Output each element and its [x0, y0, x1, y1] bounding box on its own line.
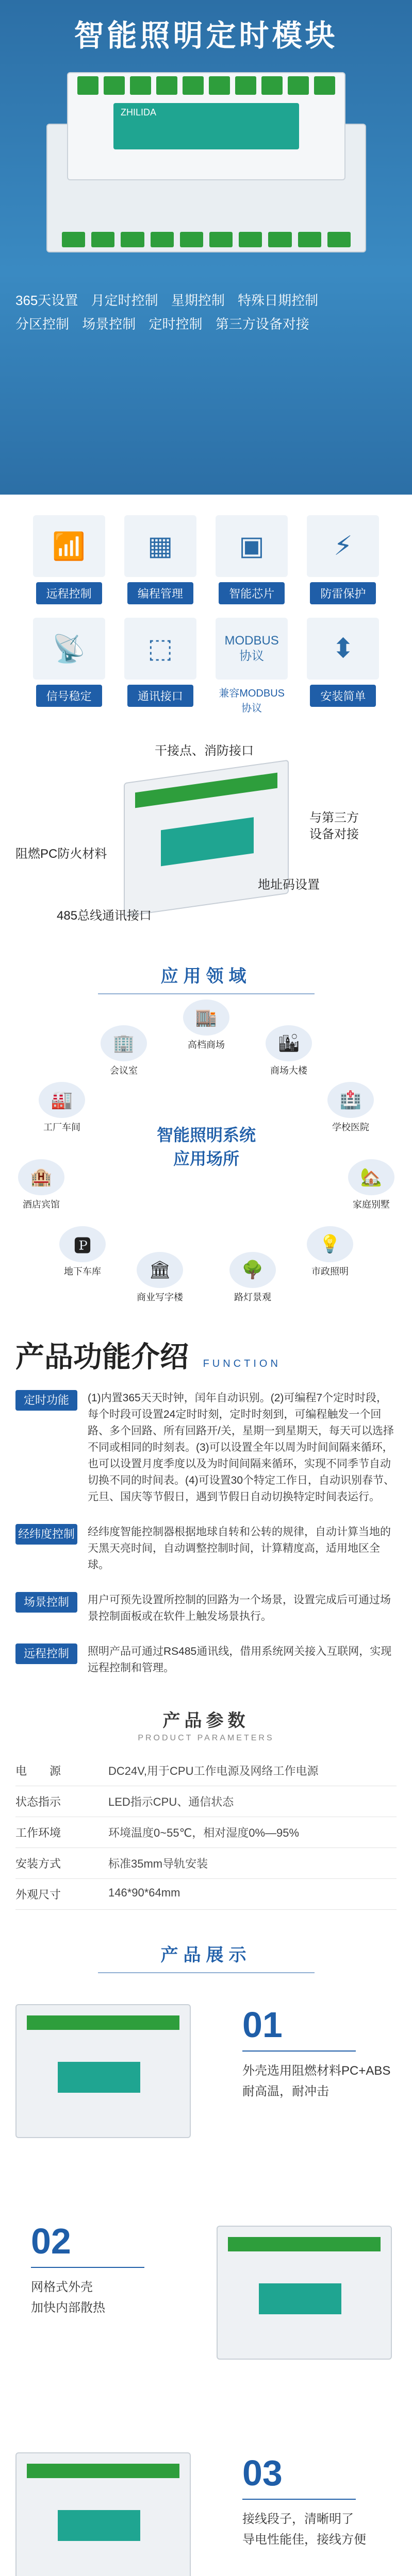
showcase-line: 导电性能佳，接线方便 [242, 2533, 366, 2547]
app-node [340, 1159, 402, 1211]
product-image [15, 2452, 191, 2576]
program-icon: ▦ [124, 515, 196, 577]
function-text: 经纬度智能控制器根据地球自转和公转的规律，自动计算当地的天黑天亮时间，自动调整控制时间，计算精度高，适用地区全球。 [88, 1526, 391, 1571]
building-icon: 🏬 [183, 999, 229, 1036]
function-tag: 定时功能 [15, 1390, 77, 1411]
office-icon: 🏛 [137, 1252, 183, 1288]
feature-item: 特殊日期控制 [238, 293, 319, 308]
showcase-number: 02 [31, 2221, 71, 2261]
callout-rs485: 485总线通讯接口 [57, 909, 152, 923]
meeting-icon: 🏢 [101, 1025, 147, 1061]
param-key: 电 源 [15, 1765, 61, 1777]
param-value: DC24V,用于CPU工作电源及网络工作电源 [108, 1765, 319, 1777]
callout-device-image [124, 760, 289, 917]
param-row [15, 1879, 397, 1910]
feature-item: 分区控制 [15, 316, 70, 332]
showcase-number: 03 [242, 2453, 283, 2493]
showcase-divider [31, 2267, 144, 2268]
hospital-icon: 🏥 [327, 1082, 374, 1118]
landscape-icon: 🌳 [229, 1252, 276, 1288]
param-key: 工作环境 [15, 1826, 61, 1839]
mall-icon: 🏙 [266, 1025, 312, 1061]
feature-row-1 [15, 289, 412, 312]
device-label [161, 817, 254, 866]
function-item [0, 1381, 412, 1515]
icon-card-install [305, 618, 381, 715]
param-row [15, 1848, 397, 1879]
app-node-label: 路灯景观 [234, 1292, 271, 1302]
app-node-label: 商场大楼 [270, 1065, 307, 1076]
param-key: 外观尺寸 [15, 1888, 61, 1901]
icon-label: 通讯接口 [127, 685, 193, 707]
streetlight-icon: 💡 [307, 1226, 353, 1262]
app-node-label: 酒店宾馆 [23, 1199, 60, 1210]
app-node [10, 1159, 72, 1211]
app-node-label: 工厂车间 [43, 1122, 80, 1132]
params-heading [0, 1706, 412, 1743]
showcase-text [31, 2277, 196, 2318]
icon-card-remote [31, 515, 107, 604]
app-node [320, 1082, 382, 1133]
params-title: 产品参数 [162, 1711, 250, 1731]
product-callouts [0, 735, 412, 952]
functions-title-text: 产品功能介绍 [15, 1341, 189, 1373]
install-icon: ⬍ [307, 618, 379, 680]
application-ring [0, 994, 412, 1314]
icon-label: 编程管理 [127, 582, 193, 604]
feature-item: 场景控制 [82, 316, 136, 332]
callout-dry-contact: 干接点、消防接口 [155, 744, 254, 758]
showcase-01 [0, 1984, 412, 2200]
lightning-icon: ⚡ [307, 515, 379, 577]
feature-item: 月定时控制 [91, 293, 158, 308]
app-node [31, 1082, 93, 1133]
device-terminals-top [77, 76, 335, 95]
param-row [15, 1817, 397, 1848]
icon-card-modbus [214, 618, 290, 715]
showcase-03 [0, 2437, 412, 2576]
application-center-line1: 智能照明系统 [156, 1126, 256, 1144]
app-node [52, 1226, 113, 1278]
feature-item: 定时控制 [149, 316, 203, 332]
param-key: 安装方式 [15, 1857, 61, 1870]
feature-item: 第三方设备对接 [215, 316, 309, 332]
product-device-image [46, 62, 366, 252]
feature-item: 365天设置 [15, 293, 78, 308]
function-item [0, 1634, 412, 1686]
param-row [15, 1755, 397, 1786]
functions-title [0, 1314, 412, 1381]
param-row [15, 1786, 397, 1817]
modbus-caption: 兼容MODBUS协议 [219, 688, 285, 714]
showcase-divider [242, 2499, 356, 2500]
feature-icon-grid [0, 495, 412, 735]
icon-label: 远程控制 [36, 582, 102, 604]
showcase-line: 外壳选用阻燃材料PC+ABS [242, 2064, 391, 2078]
functions-subtitle: FUNCTION [203, 1358, 281, 1369]
remote-icon: 📶 [33, 515, 105, 577]
showcase-number: 01 [242, 2005, 283, 2045]
showcase-divider [242, 2050, 356, 2052]
title-divider [98, 1972, 315, 1973]
garage-icon: 🅿 [59, 1226, 106, 1262]
application-title: 应用领域 [160, 967, 252, 986]
showcase-line: 网格式外壳 [31, 2280, 93, 2294]
function-tag: 经纬度控制 [15, 1524, 77, 1545]
icon-label: 信号稳定 [36, 685, 102, 707]
app-node-label: 商业写字楼 [137, 1292, 183, 1302]
app-node-label: 市政照明 [311, 1266, 349, 1277]
product-image [15, 2004, 191, 2138]
function-tag: 场景控制 [15, 1592, 77, 1613]
hotel-icon: 🏨 [18, 1159, 64, 1195]
icon-card-lightning [305, 515, 381, 604]
param-key: 状态指示 [15, 1795, 61, 1808]
param-value: 标准35mm导轨安装 [108, 1857, 208, 1870]
modbus-icon [216, 618, 288, 680]
params-subtitle: PRODUCT PARAMETERS [138, 1734, 274, 1742]
icon-label: 智能芯片 [219, 582, 285, 604]
callout-pc-material: 阻燃PC防火材料 [15, 847, 107, 861]
device-label [113, 103, 299, 149]
device-terminals-bottom [62, 232, 351, 247]
app-node [129, 1252, 191, 1303]
icon-label: 安装简单 [310, 685, 376, 707]
app-node-label: 高档商场 [188, 1040, 225, 1050]
feature-item: 星期控制 [171, 293, 225, 308]
icon-card-signal [31, 618, 107, 715]
device-strip [135, 773, 277, 808]
showcase-line: 耐高温，耐冲击 [242, 2084, 329, 2098]
param-value: 环境温度0~55℃，相对湿度0%—95% [108, 1826, 300, 1839]
display-title: 产品展示 [160, 1945, 252, 1965]
chip-icon: ▣ [216, 515, 288, 577]
app-node [299, 1226, 361, 1278]
function-item [0, 1583, 412, 1634]
icon-card-chip [214, 515, 290, 604]
product-image [217, 2226, 392, 2360]
device-brand: ZHILIDA [121, 107, 157, 117]
showcase-text [242, 2061, 407, 2102]
callout-third-party: 与第三方 [309, 811, 359, 825]
params-table [15, 1755, 397, 1910]
app-node-label: 家庭别墅 [353, 1199, 390, 1210]
param-value: 146*90*64mm [108, 1886, 180, 1899]
modbus-sub: 协议 [239, 649, 265, 663]
app-node-label: 地下车库 [64, 1266, 101, 1277]
hero-banner [0, 0, 412, 495]
house-icon: 🏡 [348, 1159, 394, 1195]
app-node [175, 999, 237, 1051]
function-item [0, 1515, 412, 1583]
function-text: (1)内置365天天时钟，闰年自动识别。(2)可编程7个定时时段，每个时段可设置24定时时刻，定时时刻到，可编程触发一个回路、多个回路、所有回路开/关，星期一到星期天，每天可以选择不同或相同的时刻表。(3)可以设置全年以周为时间间隔来循环，也可以设置月度季度以及为时间间隔来循环，实现不同季节自动切换不同的时间表。(4)可设置30个特定工作日，自动识别春节、元旦、国庆等节假日，遇到节假日自动切换特定时间表运行。 [88, 1392, 395, 1503]
showcase-text [242, 2509, 407, 2550]
factory-icon: 🏭 [39, 1082, 85, 1118]
modbus-text: MODBUS [224, 634, 279, 648]
functions-list [0, 1381, 412, 1686]
app-node [93, 1025, 155, 1077]
icon-card-program [122, 515, 198, 604]
application-center-line2: 应用场所 [173, 1149, 239, 1168]
page-title: 智能照明定时模块 [74, 19, 338, 53]
interface-icon: ⬚ [124, 618, 196, 680]
icon-card-interface [122, 618, 198, 715]
showcase-02 [0, 2210, 412, 2427]
param-value: LED指示CPU、通信状态 [108, 1795, 234, 1808]
app-node-label: 学校医院 [332, 1122, 369, 1132]
callout-third-party-2: 设备对接 [309, 827, 359, 841]
app-node [258, 1025, 320, 1077]
app-node-label: 会议室 [110, 1065, 138, 1076]
showcase-line: 接线段子，清晰明了 [242, 2512, 354, 2526]
showcase-line: 加快内部散热 [31, 2301, 105, 2315]
signal-icon: 📡 [33, 618, 105, 680]
function-text: 照明产品可通过RS485通讯线，借用系统网关接入互联网，实现远程控制和管理。 [88, 1646, 392, 1674]
callout-address: 地址码设置 [258, 878, 320, 892]
application-center [129, 1103, 284, 1190]
feature-list [0, 289, 412, 336]
feature-row-2 [15, 312, 412, 336]
function-tag: 远程控制 [15, 1643, 77, 1664]
function-text: 用户可预先设置所控制的回路为一个场景，设置完成后可通过场景控制面板或在软件上触发场景执行。 [88, 1594, 391, 1622]
icon-label: 防雷保护 [310, 582, 376, 604]
app-node [222, 1252, 284, 1303]
